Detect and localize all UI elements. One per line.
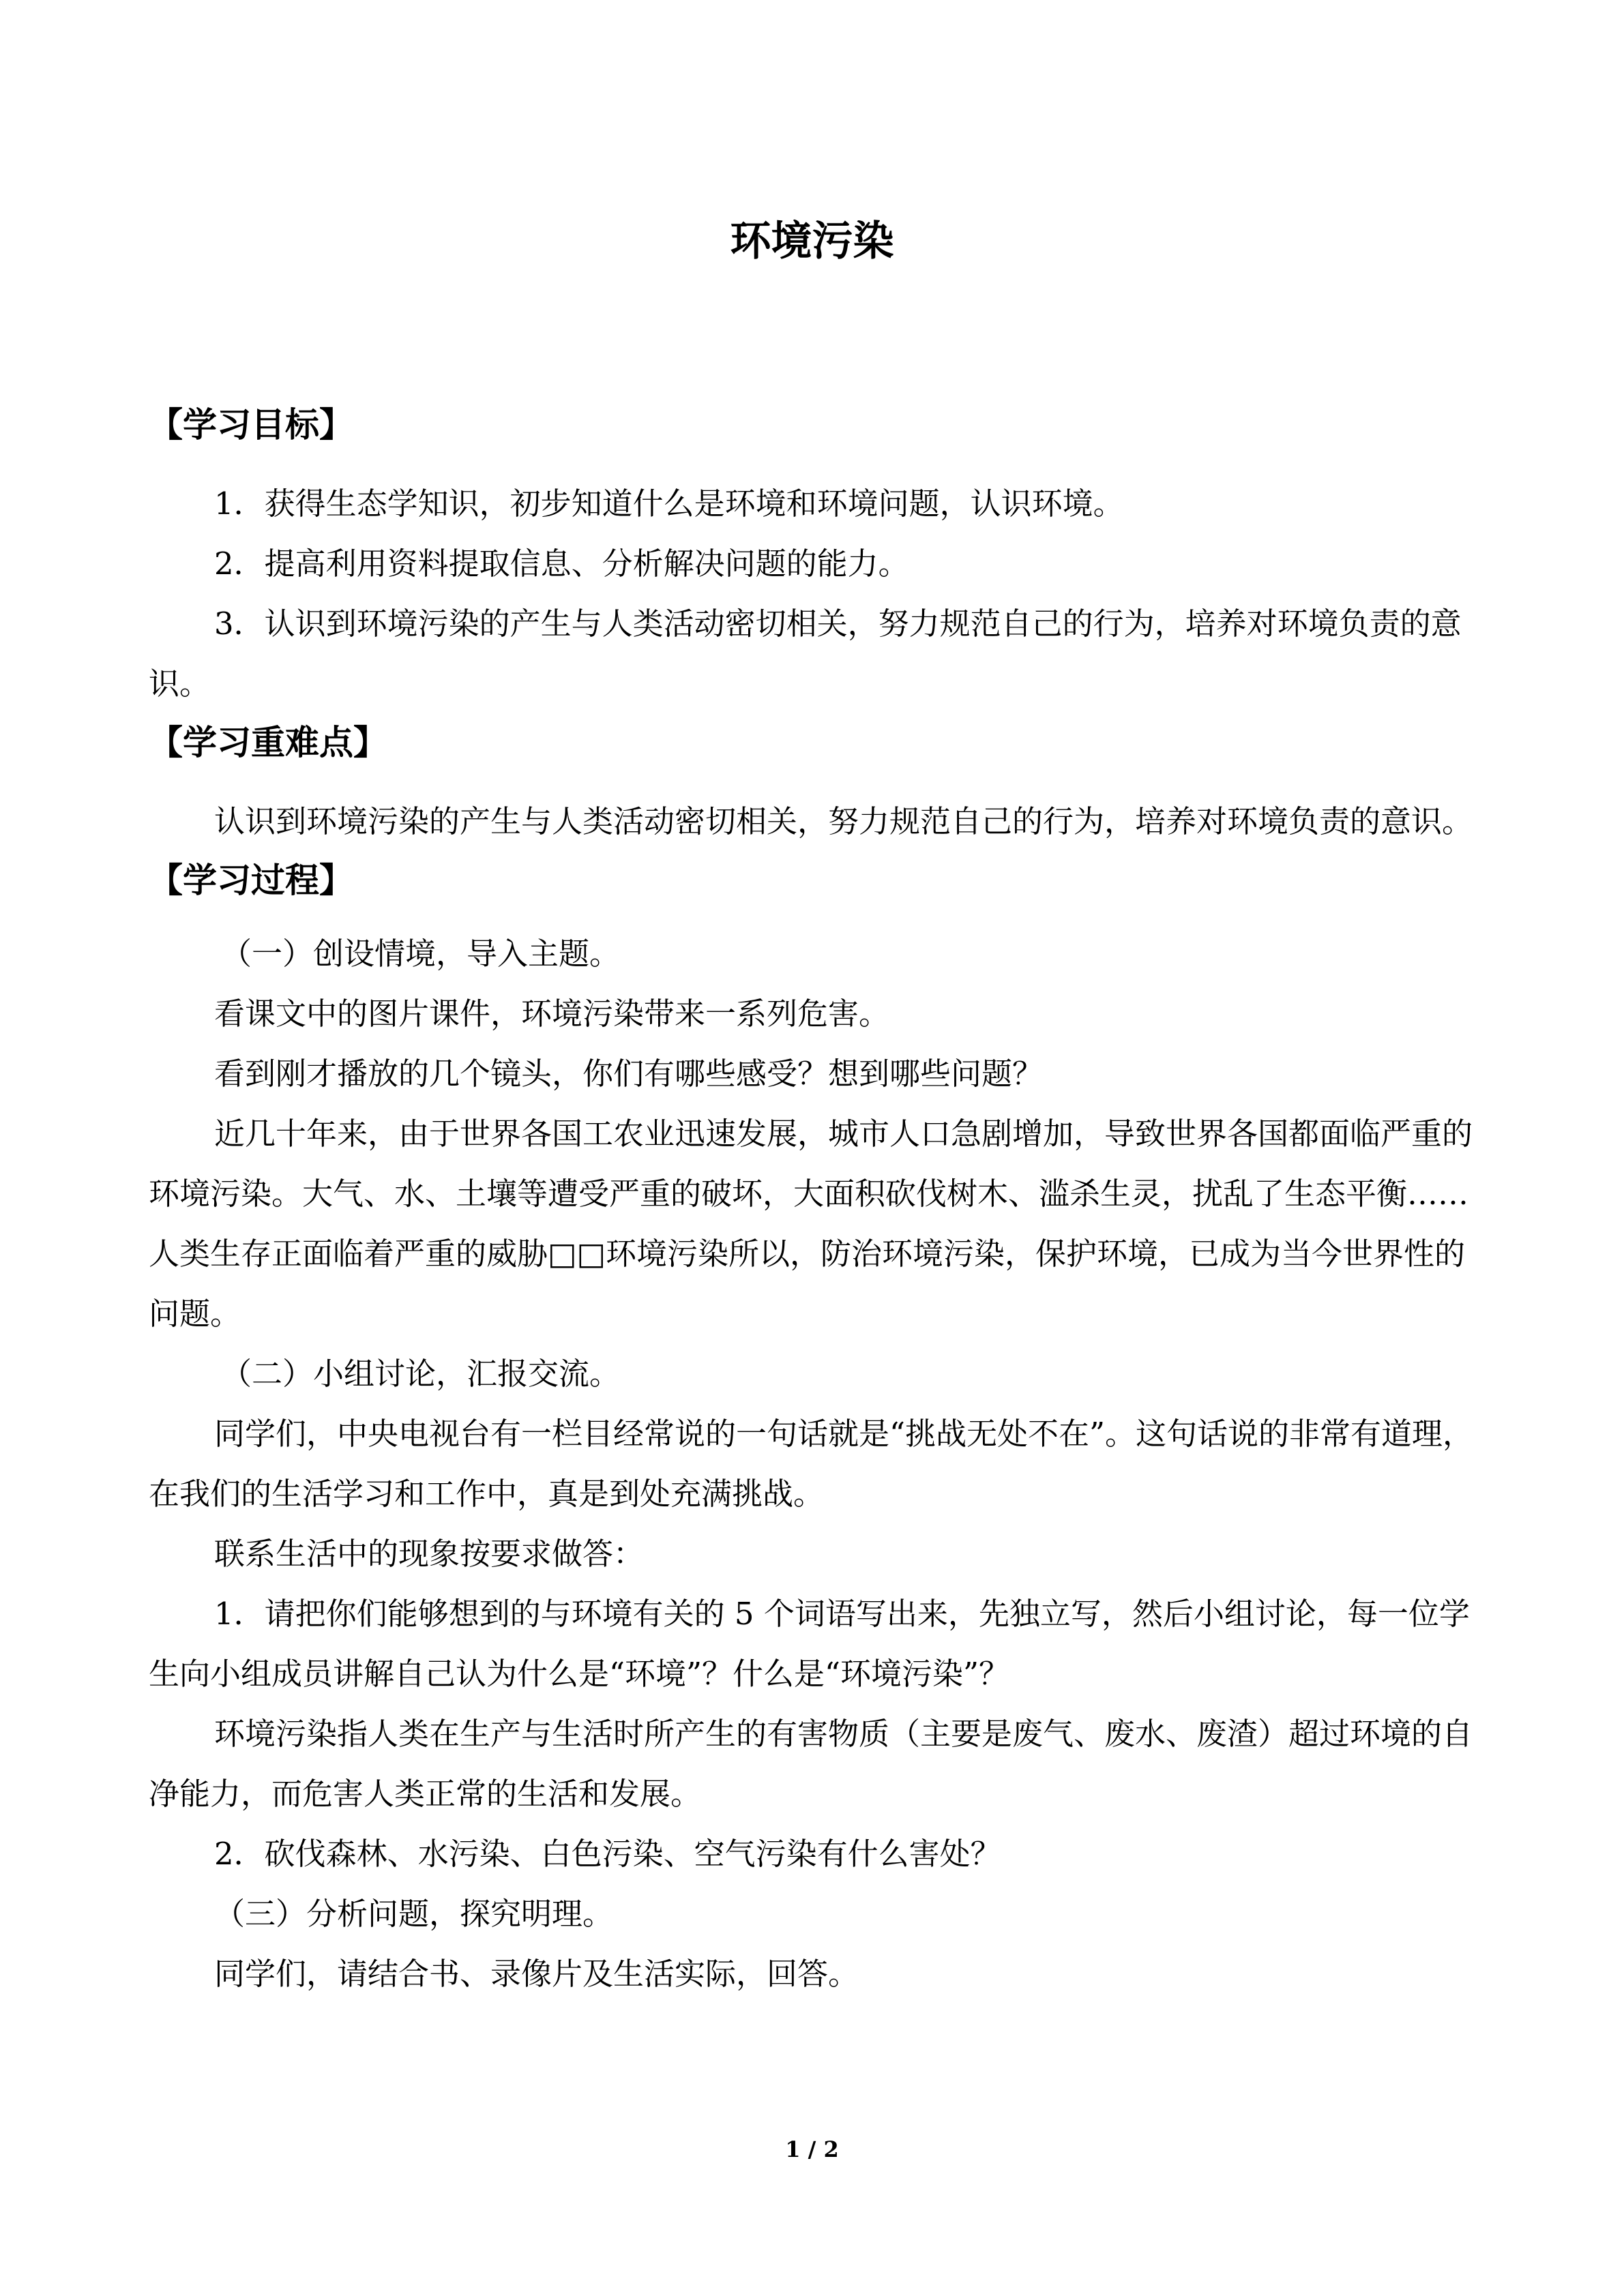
section-learning-process xyxy=(149,854,1476,2004)
paragraph: 3．认识到环境污染的产生与人类活动密切相关，努力规范自己的行为，培养对环境负责的意识。 xyxy=(149,606,1462,702)
section-key-points xyxy=(149,717,1476,852)
section-heading: 【学习目标】 xyxy=(149,405,353,445)
paragraph: （一）创设情境，导入主题。 xyxy=(221,936,621,972)
page-title: 环境污染 xyxy=(730,218,894,265)
paragraph: 2．提高利用资料提取信息、分析解决问题的能力。 xyxy=(214,546,909,582)
paragraph: 近几十年来，由于世界各国工农业迅速发展，城市人口急剧增加，导致世界各国都面临严重的环境污染。大气、水、土壤等遭受严重的破坏，大面积砍伐树木、滥杀生灵，扰乱了生态平衡……人类生存正面临着严重的威胁□□环境污染所以，防治环境污染，保护环境，已成为当今世界性的问题。 xyxy=(149,1116,1473,1332)
section-heading: 【学习重难点】 xyxy=(149,723,387,762)
paragraph: 同学们，请结合书、录像片及生活实际，回答。 xyxy=(214,1956,859,1992)
section-heading: 【学习过程】 xyxy=(149,861,353,900)
section-learning-objectives xyxy=(149,399,1476,714)
paragraph: （二）小组讨论，汇报交流。 xyxy=(221,1356,621,1392)
paragraph: 2．砍伐森林、水污染、白色污染、空气污染有什么害处？ xyxy=(214,1836,1001,1872)
paragraph: 看到刚才播放的几个镜头，你们有哪些感受？想到哪些问题？ xyxy=(214,1056,1044,1092)
paragraph: 环境污染指人类在生产与生活时所产生的有害物质（主要是废气、废水、废渣）超过环境的自净能力，而危害人类正常的生活和发展。 xyxy=(149,1716,1473,1812)
paragraph: 1．获得生态学知识，初步知道什么是环境和环境问题，认识环境。 xyxy=(214,486,1124,522)
paragraph: 联系生活中的现象按要求做答： xyxy=(214,1536,645,1572)
document-body xyxy=(149,399,1476,2004)
paragraph: 看课文中的图片课件，环境污染带来一系列危害。 xyxy=(214,996,890,1032)
paragraph: 1．请把你们能够想到的与环境有关的 5 个词语写出来，先独立写，然后小组讨论，每一位学生向小组成员讲解自己认为什么是“环境”？什么是“环境污染”？ xyxy=(149,1596,1470,1692)
paragraph: 同学们，中央电视台有一栏目经常说的一句话就是“挑战无处不在”。这句话说的非常有道理，在我们的生活学习和工作中，真是到处充满挑战。 xyxy=(149,1416,1474,1512)
page-number: 1 / 2 xyxy=(785,2136,839,2162)
paragraph: （三）分析问题，探究明理。 xyxy=(214,1896,614,1932)
paragraph: 认识到环境污染的产生与人类活动密切相关，努力规范自己的行为，培养对环境负责的意识。 xyxy=(214,803,1473,839)
